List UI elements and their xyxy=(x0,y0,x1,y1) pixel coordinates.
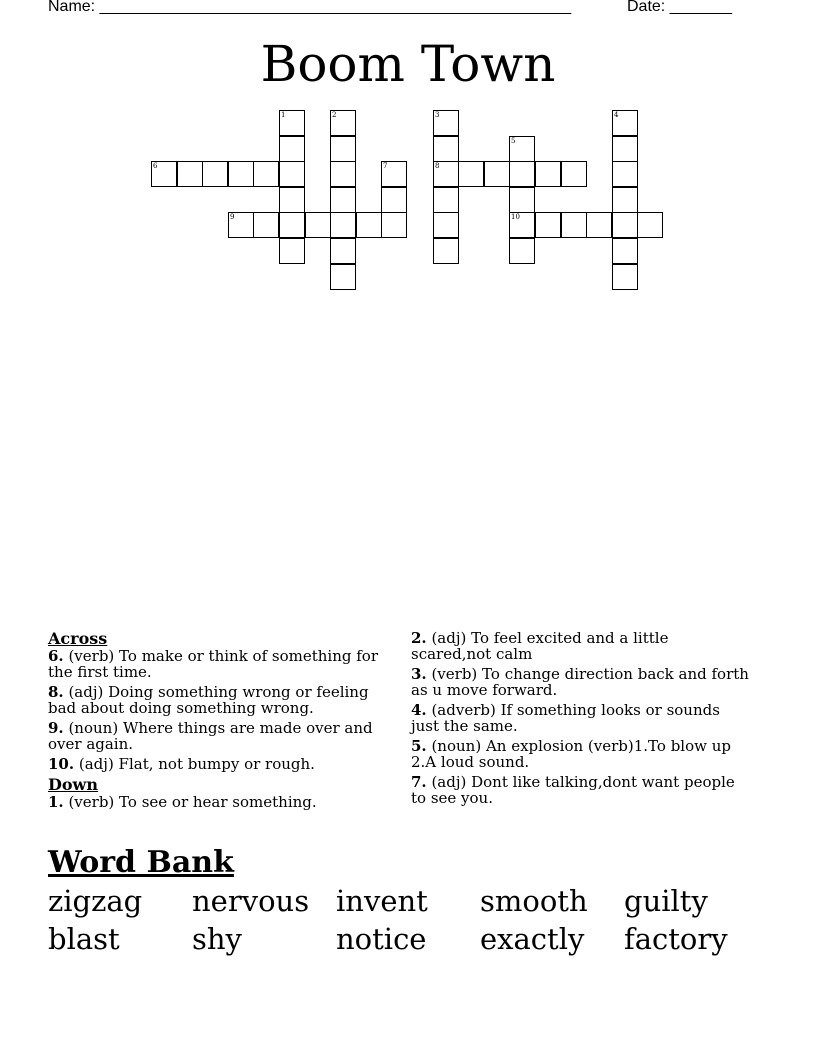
cell-number: 10 xyxy=(511,213,520,221)
word-bank-word: factory xyxy=(624,922,728,956)
crossword-cell[interactable] xyxy=(509,136,535,162)
clue-down-7 xyxy=(411,774,751,806)
crossword-cell[interactable] xyxy=(433,110,459,136)
cell-number: 6 xyxy=(153,162,158,170)
clue-down-5 xyxy=(411,738,751,770)
clue-number: 6. xyxy=(48,647,64,665)
crossword-cell[interactable] xyxy=(279,110,305,136)
crossword-cell[interactable] xyxy=(177,161,203,187)
crossword-cell[interactable] xyxy=(305,212,331,238)
crossword-cell[interactable] xyxy=(509,161,535,187)
crossword-cell[interactable] xyxy=(612,110,638,136)
word-bank-word: blast xyxy=(48,922,120,956)
crossword-cell[interactable] xyxy=(279,238,305,264)
crossword-cell[interactable] xyxy=(381,161,407,187)
clue-number: 10. xyxy=(48,755,75,773)
cell-number: 1 xyxy=(281,111,286,119)
clue-text: (noun) An explosion (verb)1.To blow up 2.A loud sound. xyxy=(411,737,731,771)
word-bank-word: notice xyxy=(336,922,427,956)
clues-column-right xyxy=(411,630,751,810)
cell-number: 7 xyxy=(383,162,388,170)
cell-number: 3 xyxy=(435,111,440,119)
clue-number: 2. xyxy=(411,629,427,647)
crossword-cell[interactable] xyxy=(330,110,356,136)
crossword-cell[interactable] xyxy=(561,212,587,238)
clue-number: 5. xyxy=(411,737,427,755)
crossword-cell[interactable] xyxy=(612,161,638,187)
clue-text: (adj) Flat, not bumpy or rough. xyxy=(78,755,315,773)
crossword-cell[interactable] xyxy=(253,161,279,187)
crossword-cell[interactable] xyxy=(330,161,356,187)
word-bank-word: guilty xyxy=(624,884,708,918)
crossword-cell[interactable] xyxy=(228,212,254,238)
clue-text: (noun) Where things are made over and over again. xyxy=(48,719,373,753)
crossword-cell[interactable] xyxy=(228,161,254,187)
crossword-cell[interactable] xyxy=(433,136,459,162)
crossword-cell[interactable] xyxy=(202,161,228,187)
crossword-cell[interactable] xyxy=(509,187,535,213)
crossword-cell[interactable] xyxy=(586,212,612,238)
word-bank-word: invent xyxy=(336,884,428,918)
clue-text: (verb) To see or hear something. xyxy=(68,793,317,811)
word-bank-word: nervous xyxy=(192,884,310,918)
clue-down-4 xyxy=(411,702,751,734)
crossword-cell[interactable] xyxy=(484,161,510,187)
crossword-cell[interactable] xyxy=(279,187,305,213)
crossword-cell[interactable] xyxy=(330,212,356,238)
page-title: Boom Town xyxy=(260,35,556,93)
cell-number: 5 xyxy=(511,137,516,145)
crossword-cell[interactable] xyxy=(330,238,356,264)
crossword-cell[interactable] xyxy=(330,136,356,162)
clue-down-3 xyxy=(411,666,751,698)
crossword-cell[interactable] xyxy=(151,161,177,187)
across-heading: Across xyxy=(48,629,108,648)
clue-text: (adj) To feel excited and a little scared,not calm xyxy=(411,629,669,663)
crossword-cell[interactable] xyxy=(535,212,561,238)
crossword-cell[interactable] xyxy=(612,264,638,290)
cell-number: 8 xyxy=(435,162,440,170)
cell-number: 9 xyxy=(230,213,235,221)
crossword-cell[interactable] xyxy=(433,187,459,213)
date-field-label[interactable]: Date: _______ xyxy=(627,0,732,15)
crossword-cell[interactable] xyxy=(381,187,407,213)
crossword-cell[interactable] xyxy=(612,136,638,162)
clue-text: (adj) Dont like talking,dont want people to see you. xyxy=(411,773,735,807)
crossword-cell[interactable] xyxy=(279,161,305,187)
clue-text: (verb) To change direction back and forth as u move forward. xyxy=(411,665,749,699)
crossword-cell[interactable] xyxy=(612,238,638,264)
word-bank-word: zigzag xyxy=(48,884,143,918)
crossword-cell[interactable] xyxy=(279,136,305,162)
clue-down-2 xyxy=(411,630,751,662)
crossword-cell[interactable] xyxy=(279,212,305,238)
crossword-cell[interactable] xyxy=(433,161,459,187)
crossword-cell[interactable] xyxy=(381,212,407,238)
crossword-cell[interactable] xyxy=(458,161,484,187)
clue-across-8 xyxy=(48,684,388,716)
word-bank-word: smooth xyxy=(480,884,588,918)
crossword-cell[interactable] xyxy=(612,212,638,238)
word-bank-word: exactly xyxy=(480,922,585,956)
clue-down-1 xyxy=(48,794,388,810)
word-bank-title: Word Bank xyxy=(48,845,234,880)
cell-number: 2 xyxy=(332,111,337,119)
crossword-cell[interactable] xyxy=(561,161,587,187)
crossword-cell[interactable] xyxy=(356,212,382,238)
clue-number: 4. xyxy=(411,701,427,719)
name-field-label[interactable]: Name: _____________________________________________________ xyxy=(48,0,572,15)
cell-number: 4 xyxy=(614,111,619,119)
crossword-cell[interactable] xyxy=(637,212,663,238)
crossword-cell[interactable] xyxy=(509,212,535,238)
crossword-cell[interactable] xyxy=(330,264,356,290)
crossword-cell[interactable] xyxy=(433,238,459,264)
crossword-grid xyxy=(0,0,816,300)
clue-text: (adverb) If something looks or sounds just the same. xyxy=(411,701,720,735)
crossword-cell[interactable] xyxy=(612,187,638,213)
clue-number: 8. xyxy=(48,683,64,701)
clue-text: (verb) To make or think of something for the first time. xyxy=(48,647,379,681)
crossword-cell[interactable] xyxy=(509,238,535,264)
crossword-cell[interactable] xyxy=(535,161,561,187)
clue-number: 9. xyxy=(48,719,64,737)
clue-across-6 xyxy=(48,648,388,680)
clue-across-10 xyxy=(48,756,388,772)
clue-across-9 xyxy=(48,720,388,752)
clues-column-left xyxy=(48,630,388,814)
clue-number: 7. xyxy=(411,773,427,791)
crossword-cell[interactable] xyxy=(330,187,356,213)
crossword-cell[interactable] xyxy=(253,212,279,238)
down-heading: Down xyxy=(48,775,98,794)
clue-number: 1. xyxy=(48,793,64,811)
crossword-cell[interactable] xyxy=(433,212,459,238)
word-bank-word: shy xyxy=(192,922,242,956)
clue-text: (adj) Doing something wrong or feeling bad about doing something wrong. xyxy=(48,683,369,717)
clue-number: 3. xyxy=(411,665,427,683)
